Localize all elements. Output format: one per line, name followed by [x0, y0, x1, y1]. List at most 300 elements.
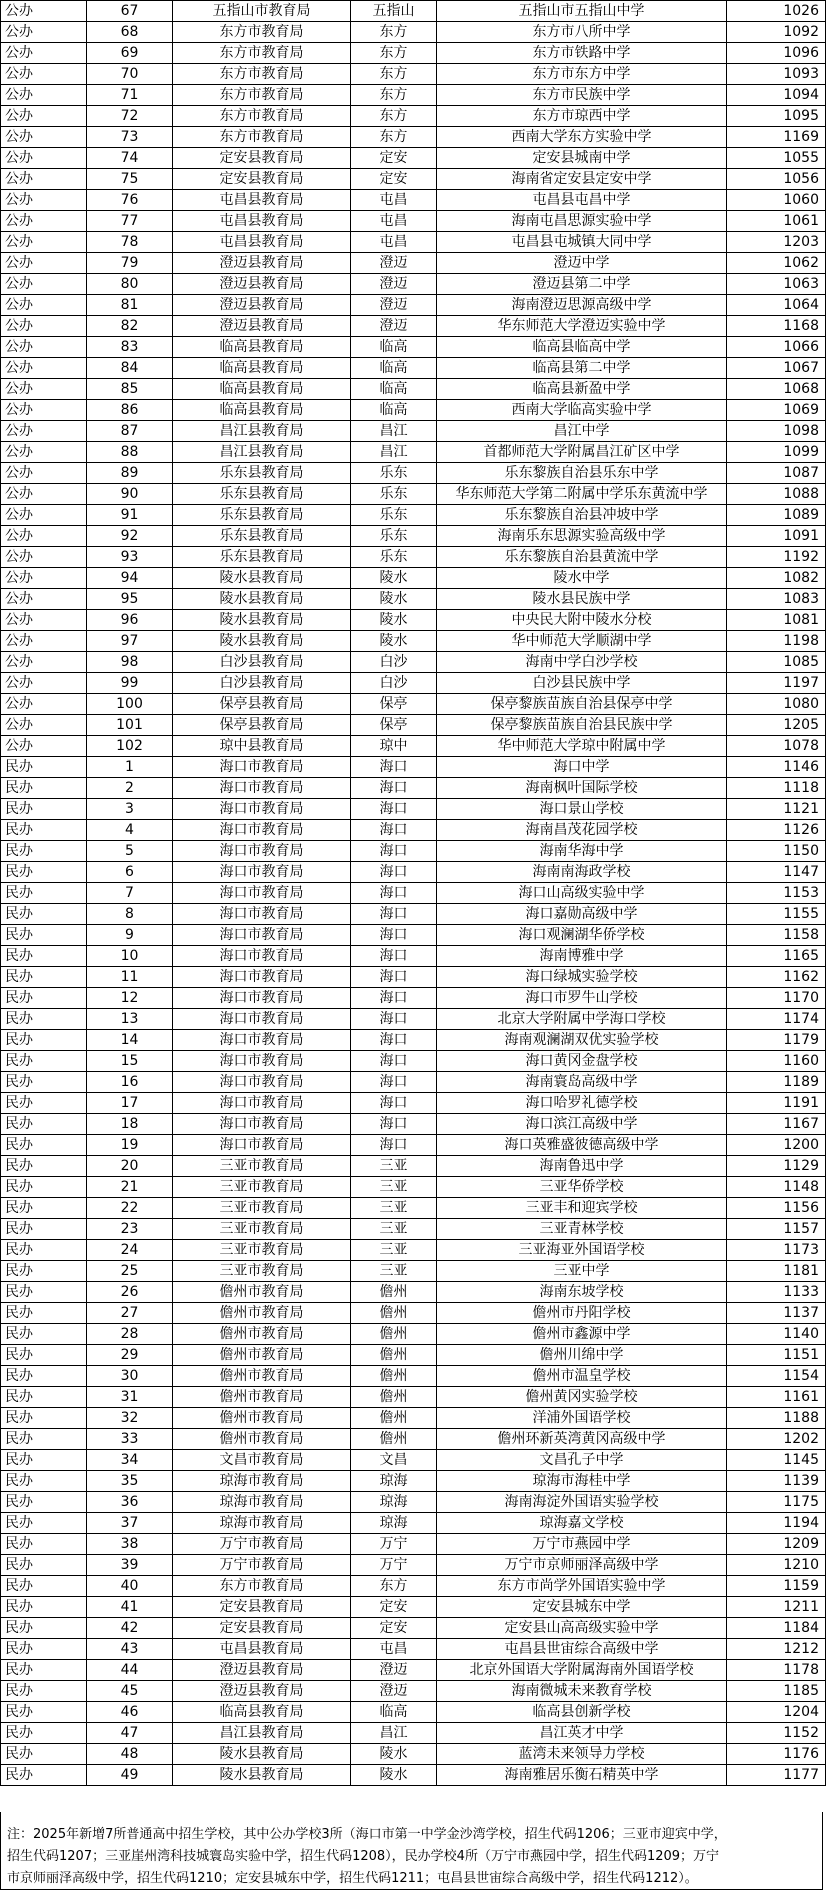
code-cell: 1204	[727, 1702, 826, 1723]
code-cell: 1121	[727, 799, 826, 820]
type-cell: 公办	[1, 463, 87, 484]
school-cell: 海口市罗牛山学校	[437, 988, 727, 1009]
code-cell: 1095	[727, 106, 826, 127]
code-cell: 1168	[727, 316, 826, 337]
table-row	[1, 1135, 826, 1156]
bureau-cell: 三亚市教育局	[173, 1219, 351, 1240]
table-row	[1, 463, 826, 484]
region-cell: 澄迈	[351, 316, 437, 337]
code-cell: 1089	[727, 505, 826, 526]
school-cell: 三亚华侨学校	[437, 1177, 727, 1198]
type-cell: 公办	[1, 274, 87, 295]
seq-cell: 13	[87, 1009, 173, 1030]
table-row	[1, 1051, 826, 1072]
school-cell: 海南东坡学校	[437, 1282, 727, 1303]
bureau-cell: 陵水县教育局	[173, 631, 351, 652]
bureau-cell: 海口市教育局	[173, 925, 351, 946]
seq-cell: 36	[87, 1492, 173, 1513]
type-cell: 民办	[1, 1219, 87, 1240]
bureau-cell: 定安县教育局	[173, 148, 351, 169]
table-row	[1, 1156, 826, 1177]
type-cell: 公办	[1, 589, 87, 610]
bureau-cell: 三亚市教育局	[173, 1198, 351, 1219]
type-cell: 公办	[1, 421, 87, 442]
bureau-cell: 昌江县教育局	[173, 421, 351, 442]
seq-cell: 48	[87, 1744, 173, 1765]
region-cell: 海口	[351, 946, 437, 967]
school-cell: 琼海市海桂中学	[437, 1471, 727, 1492]
table-row	[1, 1681, 826, 1702]
bureau-cell: 三亚市教育局	[173, 1156, 351, 1177]
school-cell: 澄迈县第二中学	[437, 274, 727, 295]
region-cell: 三亚	[351, 1240, 437, 1261]
code-cell: 1181	[727, 1261, 826, 1282]
bureau-cell: 临高县教育局	[173, 358, 351, 379]
code-cell: 1145	[727, 1450, 826, 1471]
seq-cell: 11	[87, 967, 173, 988]
school-cell: 西南大学东方实验中学	[437, 127, 727, 148]
seq-cell: 87	[87, 421, 173, 442]
seq-cell: 16	[87, 1072, 173, 1093]
table-row	[1, 1513, 826, 1534]
seq-cell: 91	[87, 505, 173, 526]
seq-cell: 1	[87, 757, 173, 778]
bureau-cell: 海口市教育局	[173, 862, 351, 883]
school-cell: 海南观澜湖双优实验学校	[437, 1030, 727, 1051]
type-cell: 民办	[1, 1387, 87, 1408]
seq-cell: 44	[87, 1660, 173, 1681]
table-row	[1, 1177, 826, 1198]
type-cell: 民办	[1, 1408, 87, 1429]
code-cell: 1069	[727, 400, 826, 421]
table-row	[1, 1219, 826, 1240]
seq-cell: 41	[87, 1597, 173, 1618]
seq-cell: 45	[87, 1681, 173, 1702]
code-cell: 1129	[727, 1156, 826, 1177]
code-cell: 1147	[727, 862, 826, 883]
seq-cell: 72	[87, 106, 173, 127]
seq-cell: 31	[87, 1387, 173, 1408]
type-cell: 公办	[1, 337, 87, 358]
type-cell: 民办	[1, 1072, 87, 1093]
bureau-cell: 三亚市教育局	[173, 1261, 351, 1282]
table-row	[1, 673, 826, 694]
seq-cell: 14	[87, 1030, 173, 1051]
type-cell: 民办	[1, 1240, 87, 1261]
type-cell: 民办	[1, 1429, 87, 1450]
type-cell: 民办	[1, 1723, 87, 1744]
code-cell: 1203	[727, 232, 826, 253]
region-cell: 海口	[351, 988, 437, 1009]
seq-cell: 2	[87, 778, 173, 799]
region-cell: 定安	[351, 148, 437, 169]
school-cell: 儋州川绵中学	[437, 1345, 727, 1366]
bureau-cell: 东方市教育局	[173, 64, 351, 85]
seq-cell: 32	[87, 1408, 173, 1429]
bureau-cell: 海口市教育局	[173, 1072, 351, 1093]
code-cell: 1148	[727, 1177, 826, 1198]
school-cell: 陵水中学	[437, 568, 727, 589]
type-cell: 公办	[1, 484, 87, 505]
type-cell: 民办	[1, 1345, 87, 1366]
type-cell: 公办	[1, 442, 87, 463]
bureau-cell: 海口市教育局	[173, 1009, 351, 1030]
bureau-cell: 昌江县教育局	[173, 1723, 351, 1744]
code-cell: 1056	[727, 169, 826, 190]
table-row	[1, 1702, 826, 1723]
type-cell: 民办	[1, 757, 87, 778]
seq-cell: 6	[87, 862, 173, 883]
region-cell: 东方	[351, 22, 437, 43]
bureau-cell: 五指山市教育局	[173, 1, 351, 22]
bureau-cell: 澄迈县教育局	[173, 1660, 351, 1681]
bureau-cell: 海口市教育局	[173, 946, 351, 967]
table-row	[1, 1, 826, 22]
table-row	[1, 274, 826, 295]
region-cell: 保亭	[351, 694, 437, 715]
school-cell: 万宁市京师丽泽高级中学	[437, 1555, 727, 1576]
school-cell: 乐东黎族自治县冲坡中学	[437, 505, 727, 526]
type-cell: 公办	[1, 694, 87, 715]
bureau-cell: 昌江县教育局	[173, 442, 351, 463]
school-cell: 海口山高级实验中学	[437, 883, 727, 904]
school-cell: 定安县城南中学	[437, 148, 727, 169]
school-cell: 华东师范大学第二附属中学乐东黄流中学	[437, 484, 727, 505]
table-row	[1, 820, 826, 841]
table-row	[1, 589, 826, 610]
school-cell: 海南南海政学校	[437, 862, 727, 883]
table-row	[1, 85, 826, 106]
code-cell: 1161	[727, 1387, 826, 1408]
bureau-cell: 乐东县教育局	[173, 547, 351, 568]
type-cell: 民办	[1, 1702, 87, 1723]
table-row	[1, 1093, 826, 1114]
type-cell: 民办	[1, 988, 87, 1009]
school-cell: 乐东黎族自治县乐东中学	[437, 463, 727, 484]
bureau-cell: 海口市教育局	[173, 1030, 351, 1051]
code-cell: 1082	[727, 568, 826, 589]
region-cell: 琼海	[351, 1471, 437, 1492]
seq-cell: 102	[87, 736, 173, 757]
bureau-cell: 乐东县教育局	[173, 526, 351, 547]
bureau-cell: 乐东县教育局	[173, 463, 351, 484]
bureau-cell: 文昌市教育局	[173, 1450, 351, 1471]
type-cell: 公办	[1, 232, 87, 253]
school-cell: 三亚丰和迎宾学校	[437, 1198, 727, 1219]
table-row	[1, 211, 826, 232]
seq-cell: 27	[87, 1303, 173, 1324]
code-cell: 1170	[727, 988, 826, 1009]
table-row	[1, 715, 826, 736]
type-cell: 公办	[1, 169, 87, 190]
type-cell: 公办	[1, 610, 87, 631]
bureau-cell: 屯昌县教育局	[173, 232, 351, 253]
code-cell: 1156	[727, 1198, 826, 1219]
region-cell: 白沙	[351, 652, 437, 673]
school-cell: 洋浦外国语学校	[437, 1408, 727, 1429]
school-cell: 海南微城未来教育学校	[437, 1681, 727, 1702]
table-row	[1, 1723, 826, 1744]
table-row	[1, 610, 826, 631]
region-cell: 海口	[351, 967, 437, 988]
school-cell: 北京大学附属中学海口学校	[437, 1009, 727, 1030]
type-cell: 公办	[1, 715, 87, 736]
table-row	[1, 232, 826, 253]
code-cell: 1091	[727, 526, 826, 547]
type-cell: 公办	[1, 295, 87, 316]
bureau-cell: 临高县教育局	[173, 1702, 351, 1723]
table-row	[1, 757, 826, 778]
table-row	[1, 316, 826, 337]
bureau-cell: 海口市教育局	[173, 1051, 351, 1072]
seq-cell: 101	[87, 715, 173, 736]
region-cell: 保亭	[351, 715, 437, 736]
bureau-cell: 定安县教育局	[173, 1618, 351, 1639]
seq-cell: 9	[87, 925, 173, 946]
type-cell: 民办	[1, 1660, 87, 1681]
seq-cell: 81	[87, 295, 173, 316]
bureau-cell: 海口市教育局	[173, 1135, 351, 1156]
table-row	[1, 1114, 826, 1135]
school-cell: 三亚海亚外国语学校	[437, 1240, 727, 1261]
region-cell: 万宁	[351, 1555, 437, 1576]
seq-cell: 94	[87, 568, 173, 589]
type-cell: 民办	[1, 1324, 87, 1345]
code-cell: 1209	[727, 1534, 826, 1555]
table-row	[1, 778, 826, 799]
code-cell: 1062	[727, 253, 826, 274]
bureau-cell: 海口市教育局	[173, 904, 351, 925]
type-cell: 民办	[1, 778, 87, 799]
seq-cell: 47	[87, 1723, 173, 1744]
type-cell: 民办	[1, 799, 87, 820]
region-cell: 陵水	[351, 631, 437, 652]
code-cell: 1176	[727, 1744, 826, 1765]
region-cell: 临高	[351, 1702, 437, 1723]
type-cell: 民办	[1, 1744, 87, 1765]
region-cell: 海口	[351, 1093, 437, 1114]
region-cell: 昌江	[351, 442, 437, 463]
code-cell: 1202	[727, 1429, 826, 1450]
school-cell: 临高县新盈中学	[437, 379, 727, 400]
table-row	[1, 22, 826, 43]
code-cell: 1192	[727, 547, 826, 568]
code-cell: 1080	[727, 694, 826, 715]
table-row	[1, 1303, 826, 1324]
table-row	[1, 1009, 826, 1030]
bureau-cell: 海口市教育局	[173, 799, 351, 820]
code-cell: 1160	[727, 1051, 826, 1072]
region-cell: 海口	[351, 925, 437, 946]
type-cell: 民办	[1, 1198, 87, 1219]
seq-cell: 73	[87, 127, 173, 148]
region-cell: 琼中	[351, 736, 437, 757]
type-cell: 民办	[1, 1450, 87, 1471]
bureau-cell: 海口市教育局	[173, 967, 351, 988]
region-cell: 定安	[351, 1597, 437, 1618]
table-row	[1, 400, 826, 421]
bureau-cell: 临高县教育局	[173, 400, 351, 421]
table-row	[1, 1555, 826, 1576]
bureau-cell: 儋州市教育局	[173, 1345, 351, 1366]
school-cell: 海口观澜湖华侨学校	[437, 925, 727, 946]
code-cell: 1060	[727, 190, 826, 211]
bureau-cell: 定安县教育局	[173, 1597, 351, 1618]
bureau-cell: 海口市教育局	[173, 1093, 351, 1114]
table-row	[1, 337, 826, 358]
bureau-cell: 屯昌县教育局	[173, 1639, 351, 1660]
code-cell: 1159	[727, 1576, 826, 1597]
table-row	[1, 1261, 826, 1282]
bureau-cell: 儋州市教育局	[173, 1303, 351, 1324]
school-cell: 海口中学	[437, 757, 727, 778]
type-cell: 民办	[1, 904, 87, 925]
bureau-cell: 儋州市教育局	[173, 1429, 351, 1450]
bureau-cell: 海口市教育局	[173, 841, 351, 862]
code-cell: 1198	[727, 631, 826, 652]
type-cell: 公办	[1, 505, 87, 526]
bureau-cell: 澄迈县教育局	[173, 295, 351, 316]
school-cell: 华中师范大学顺湖中学	[437, 631, 727, 652]
bureau-cell: 儋州市教育局	[173, 1408, 351, 1429]
bureau-cell: 东方市教育局	[173, 106, 351, 127]
type-cell: 公办	[1, 211, 87, 232]
bureau-cell: 海口市教育局	[173, 1114, 351, 1135]
seq-cell: 84	[87, 358, 173, 379]
bureau-cell: 海口市教育局	[173, 988, 351, 1009]
type-cell: 民办	[1, 967, 87, 988]
region-cell: 乐东	[351, 484, 437, 505]
code-cell: 1174	[727, 1009, 826, 1030]
bureau-cell: 陵水县教育局	[173, 1744, 351, 1765]
table-row	[1, 148, 826, 169]
type-cell: 公办	[1, 43, 87, 64]
seq-cell: 22	[87, 1198, 173, 1219]
table-row	[1, 505, 826, 526]
table-row	[1, 799, 826, 820]
seq-cell: 8	[87, 904, 173, 925]
code-cell: 1146	[727, 757, 826, 778]
type-cell: 公办	[1, 190, 87, 211]
region-cell: 三亚	[351, 1219, 437, 1240]
region-cell: 乐东	[351, 463, 437, 484]
code-cell: 1064	[727, 295, 826, 316]
code-cell: 1088	[727, 484, 826, 505]
region-cell: 东方	[351, 127, 437, 148]
region-cell: 屯昌	[351, 232, 437, 253]
code-cell: 1133	[727, 1282, 826, 1303]
bureau-cell: 澄迈县教育局	[173, 316, 351, 337]
school-cell: 保亭黎族苗族自治县保亭中学	[437, 694, 727, 715]
table-row	[1, 1765, 826, 1786]
school-cell: 儋州环新英湾黄冈高级中学	[437, 1429, 727, 1450]
school-cell: 临高县第二中学	[437, 358, 727, 379]
type-cell: 民办	[1, 1156, 87, 1177]
type-cell: 公办	[1, 316, 87, 337]
bureau-cell: 屯昌县教育局	[173, 190, 351, 211]
code-cell: 1099	[727, 442, 826, 463]
region-cell: 海口	[351, 799, 437, 820]
school-cell: 屯昌县世宙综合高级中学	[437, 1639, 727, 1660]
table-row	[1, 694, 826, 715]
type-cell: 民办	[1, 1576, 87, 1597]
bureau-cell: 陵水县教育局	[173, 589, 351, 610]
seq-cell: 96	[87, 610, 173, 631]
school-cell: 文昌孔子中学	[437, 1450, 727, 1471]
region-cell: 澄迈	[351, 1681, 437, 1702]
school-cell: 东方市铁路中学	[437, 43, 727, 64]
seq-cell: 30	[87, 1366, 173, 1387]
bureau-cell: 东方市教育局	[173, 22, 351, 43]
code-cell: 1094	[727, 85, 826, 106]
bureau-cell: 儋州市教育局	[173, 1324, 351, 1345]
type-cell: 公办	[1, 568, 87, 589]
table-row	[1, 358, 826, 379]
table-row	[1, 127, 826, 148]
school-cell: 海南中学白沙学校	[437, 652, 727, 673]
seq-cell: 71	[87, 85, 173, 106]
bureau-cell: 琼中县教育局	[173, 736, 351, 757]
seq-cell: 12	[87, 988, 173, 1009]
table-row	[1, 1030, 826, 1051]
code-cell: 1068	[727, 379, 826, 400]
seq-cell: 34	[87, 1450, 173, 1471]
bureau-cell: 临高县教育局	[173, 379, 351, 400]
school-cell: 昌江中学	[437, 421, 727, 442]
code-cell: 1150	[727, 841, 826, 862]
type-cell: 民办	[1, 862, 87, 883]
table-row	[1, 1492, 826, 1513]
region-cell: 儋州	[351, 1387, 437, 1408]
table-row	[1, 631, 826, 652]
table-row	[1, 379, 826, 400]
seq-cell: 85	[87, 379, 173, 400]
table-row	[1, 484, 826, 505]
seq-cell: 70	[87, 64, 173, 85]
region-cell: 三亚	[351, 1177, 437, 1198]
seq-cell: 33	[87, 1429, 173, 1450]
school-cell: 海口嘉勋高级中学	[437, 904, 727, 925]
table-row	[1, 253, 826, 274]
region-cell: 儋州	[351, 1429, 437, 1450]
type-cell: 民办	[1, 1261, 87, 1282]
seq-cell: 24	[87, 1240, 173, 1261]
table-row	[1, 106, 826, 127]
bureau-cell: 万宁市教育局	[173, 1555, 351, 1576]
seq-cell: 29	[87, 1345, 173, 1366]
code-cell: 1212	[727, 1639, 826, 1660]
region-cell: 乐东	[351, 505, 437, 526]
region-cell: 海口	[351, 1030, 437, 1051]
region-cell: 东方	[351, 43, 437, 64]
seq-cell: 18	[87, 1114, 173, 1135]
region-cell: 海口	[351, 841, 437, 862]
school-cell: 海南省定安县定安中学	[437, 169, 727, 190]
region-cell: 海口	[351, 820, 437, 841]
seq-cell: 74	[87, 148, 173, 169]
region-cell: 海口	[351, 1135, 437, 1156]
region-cell: 海口	[351, 862, 437, 883]
bureau-cell: 保亭县教育局	[173, 715, 351, 736]
seq-cell: 23	[87, 1219, 173, 1240]
school-cell: 海南寰岛高级中学	[437, 1072, 727, 1093]
type-cell: 民办	[1, 1114, 87, 1135]
region-cell: 海口	[351, 1072, 437, 1093]
type-cell: 公办	[1, 1, 87, 22]
school-cell: 海南乐东思源实验高级中学	[437, 526, 727, 547]
school-cell: 海口滨江高级中学	[437, 1114, 727, 1135]
type-cell: 民办	[1, 1030, 87, 1051]
